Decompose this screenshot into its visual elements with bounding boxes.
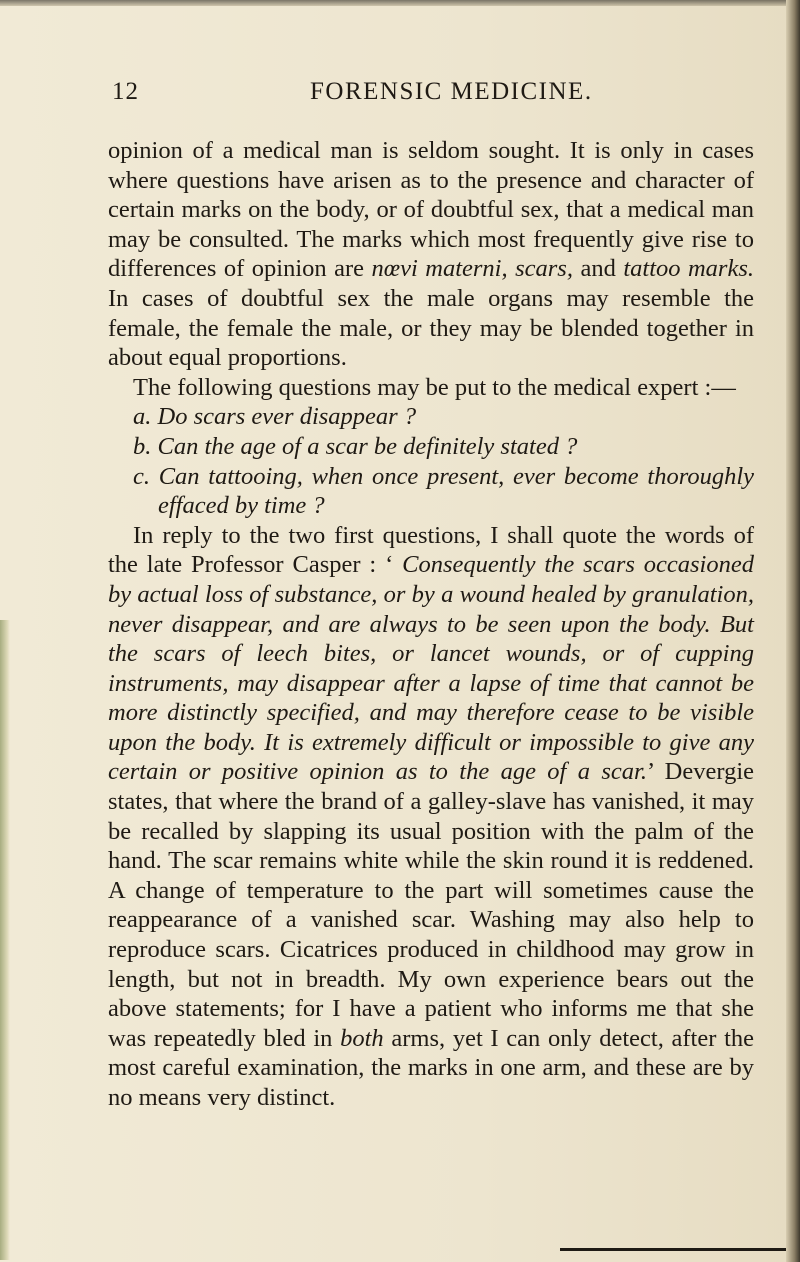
- page-edge-stain: [0, 620, 10, 1260]
- para1-text-b: and: [572, 255, 624, 283]
- page-edge-shadow: [786, 0, 800, 1262]
- para1-text-c: In cases of doubtful sex the male organs may resemble the female, the female the male, or they may be blended together in about equal proportions.: [108, 284, 754, 372]
- paragraph-1: [108, 136, 754, 373]
- body-text: [108, 136, 754, 1113]
- casper-quote: Consequently the scars occasioned by actual loss of substance, or by a wound healed by granulation, never disappear, and are always to be seen upon the body. But the scars of leech bites, or lancet wounds, or of cupping instruments, may disappear after a lapse of time that cannot be more distinctly specified, and may therefore cease to be visible upon the body. It is extremely difficult or impossible to give any certain or positive opinion as to the age of a scar.: [108, 551, 754, 786]
- para1-text-a: opinion of a medical man is seldom sought. It is only in cases where questions have arisen as to the presence and character of certain marks on the body, or of doubtful sex, that a medical man may be consulted. The marks which most frequently give rise to differences of opinion are: [108, 137, 754, 283]
- para3-italic: both: [340, 1024, 384, 1052]
- paragraph-3: [108, 521, 754, 1113]
- page-header: [112, 78, 760, 118]
- question-text: Can tattooing, when once present, ever become thoroughly effaced by time ?: [158, 462, 755, 520]
- question-text: Do scars ever disappear ?: [157, 403, 417, 431]
- question-text: Can the age of a scar be definitely stated ?: [157, 432, 578, 460]
- page-number: 12: [112, 78, 139, 105]
- paragraph-2: The following questions may be put to the medical expert :—: [133, 373, 736, 401]
- top-shadow: [0, 0, 786, 6]
- para3-text-c: arms, yet I can only detect, after the most careful examination, the marks in one arm, and these are by no means very distinct.: [108, 1024, 755, 1111]
- para1-italic-2: tattoo marks.: [623, 255, 754, 283]
- running-head: FORENSIC MEDICINE.: [310, 78, 593, 105]
- bottom-rule: [560, 1248, 786, 1251]
- para1-italic-1: nœvi materni, scars,: [371, 255, 573, 283]
- question-b: [108, 432, 754, 462]
- para3-text-a: In reply to the two first questions, I shall quote the words of the late Professor Casper : ‘: [108, 521, 754, 579]
- question-label: c.: [133, 462, 150, 490]
- para3-text-b: ’ Devergie states, that where the brand of a galley-slave has vanished, it may be recalled by slapping its usual position with the palm of the hand. The scar remains white while the skin round it is reddened. A change of temperature to the part will sometimes cause the reappearance of a vanished scar. Washing may also help to reproduce scars. Cicatrices produced in childhood may grow in length, but not in breadth. My own experience bears out the above statements; for I have a patient who informs me that she was repeatedly bled in: [108, 758, 754, 1052]
- question-c: [108, 462, 754, 521]
- question-label: a.: [133, 403, 152, 431]
- question-a: [108, 402, 754, 432]
- question-label: b.: [133, 432, 152, 460]
